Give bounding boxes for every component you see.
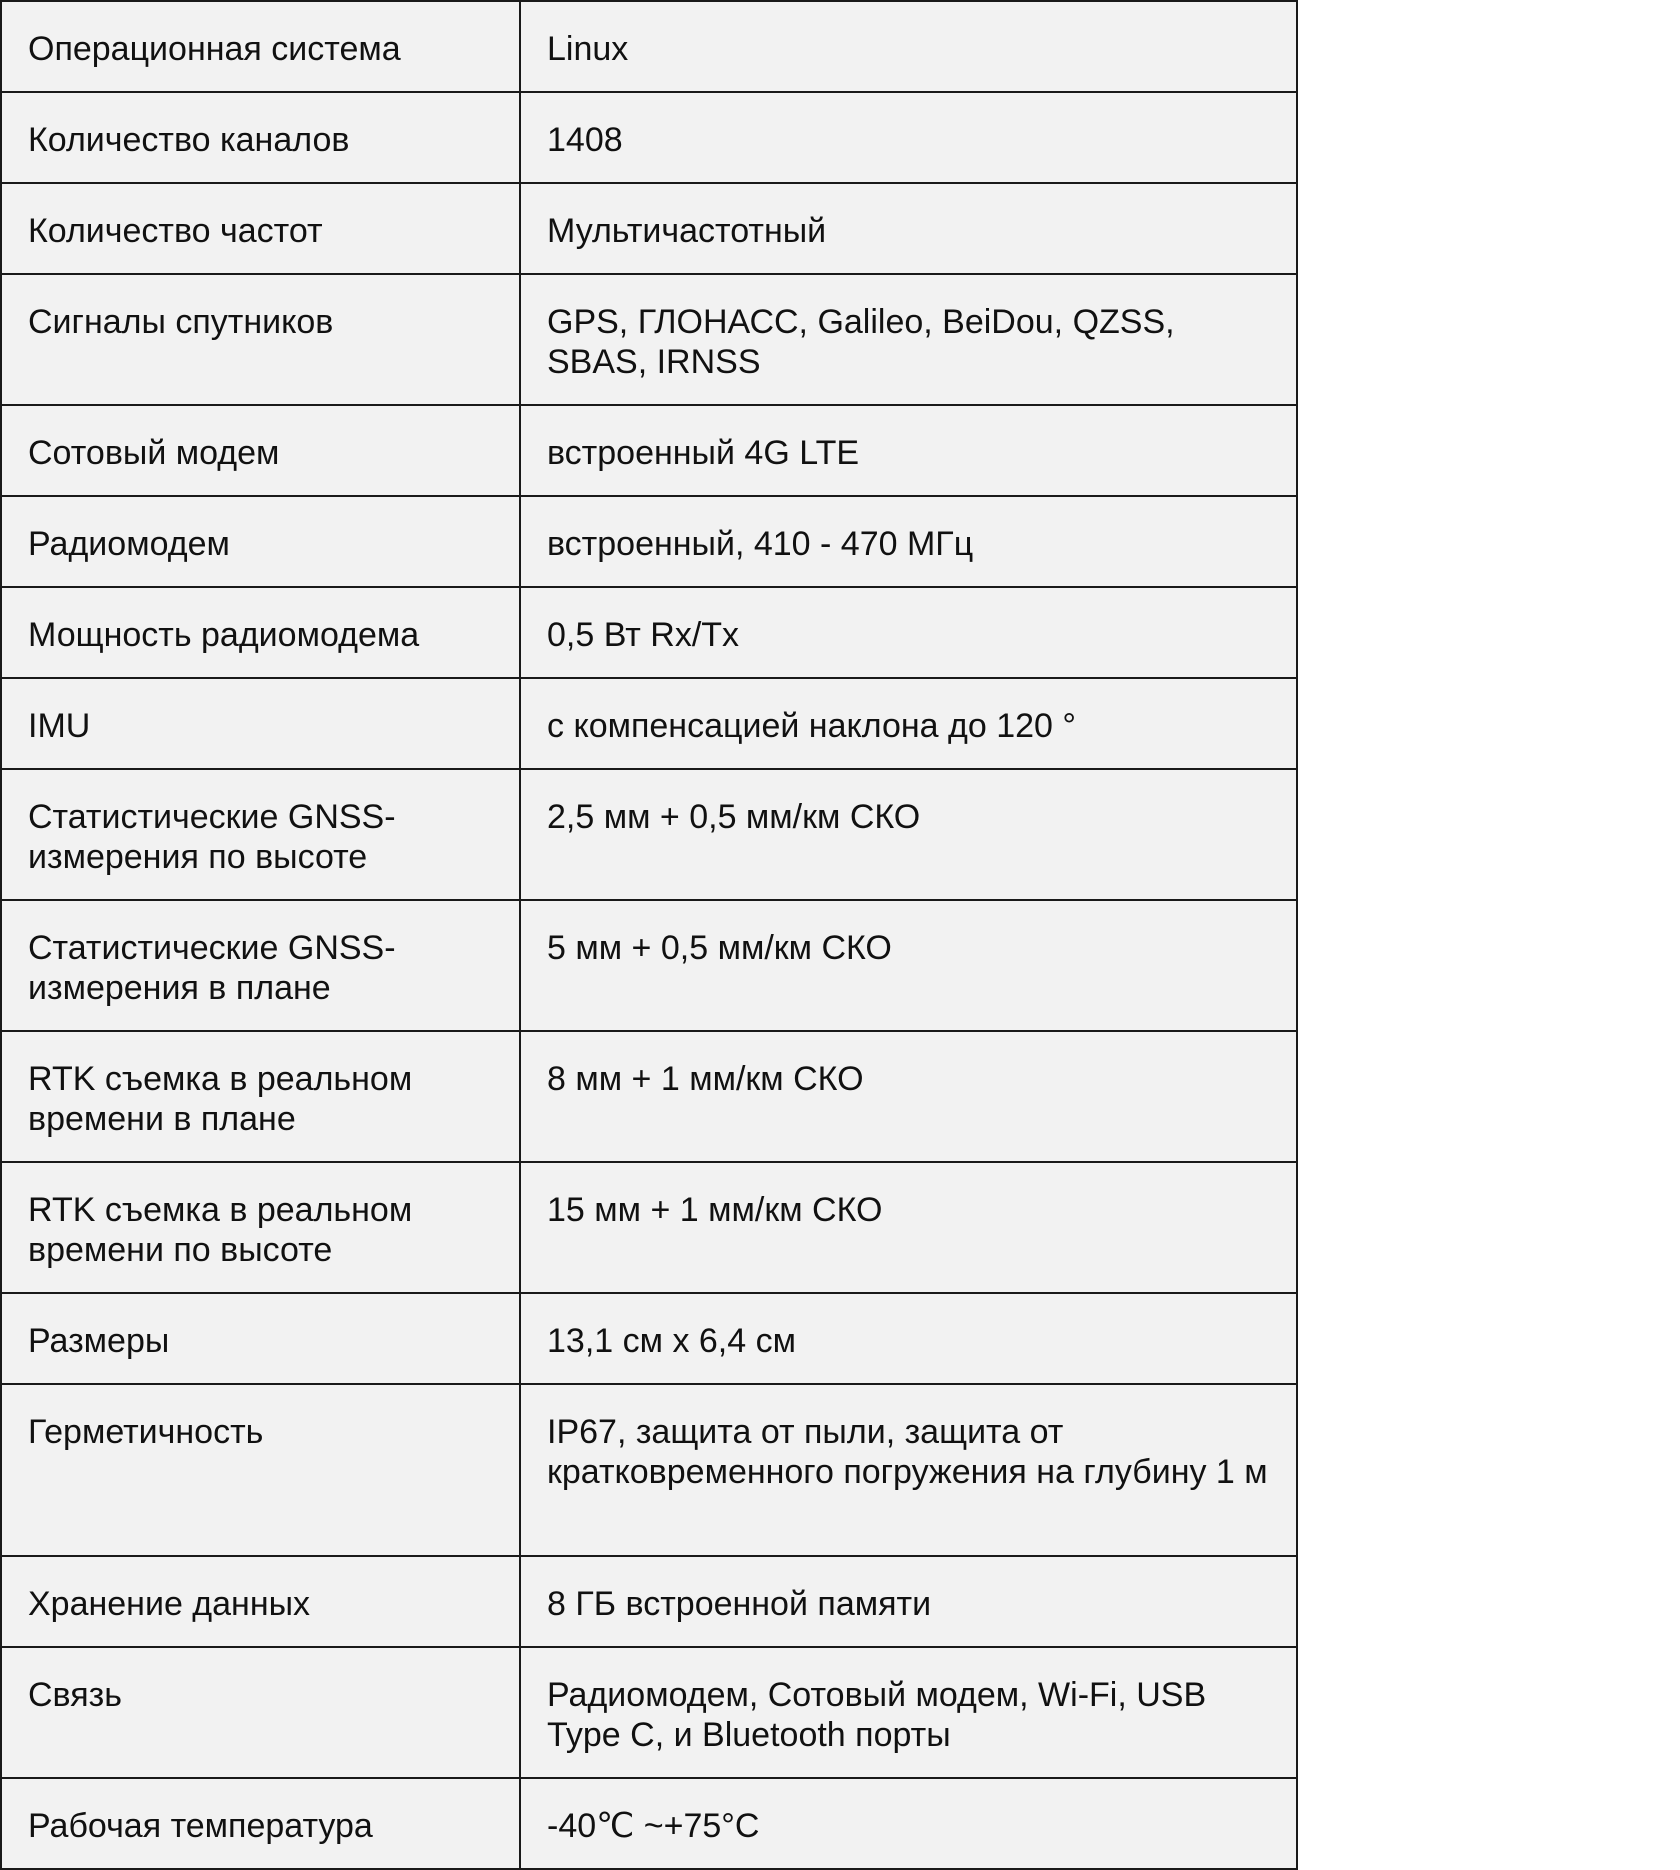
param-label: Статистические GNSS-измерения в плане bbox=[28, 929, 396, 1007]
param-label: Связь bbox=[28, 1676, 122, 1714]
value-cell bbox=[520, 1162, 1297, 1293]
param-label: Герметичность bbox=[28, 1413, 264, 1451]
value-cell bbox=[520, 900, 1297, 1031]
param-value: 13,1 см х 6,4 см bbox=[547, 1322, 796, 1360]
param-cell bbox=[1, 1293, 520, 1384]
param-value: 8 ГБ встроенной памяти bbox=[547, 1585, 932, 1623]
value-cell bbox=[520, 1556, 1297, 1647]
param-value: 1408 bbox=[547, 121, 623, 159]
value-cell bbox=[520, 183, 1297, 274]
param-label: RTK съемка в реальном времени по высоте bbox=[28, 1191, 413, 1269]
param-value: IP67, защита от пыли, защита от кратковременного погружения на глубину 1 м bbox=[547, 1413, 1268, 1491]
value-cell bbox=[520, 678, 1297, 769]
param-cell bbox=[1, 769, 520, 900]
value-cell bbox=[520, 1384, 1297, 1556]
table-row bbox=[1, 1556, 1297, 1647]
param-label: Рабочая температура bbox=[28, 1807, 373, 1845]
param-label: Сигналы спутников bbox=[28, 303, 334, 341]
table-row bbox=[1, 274, 1297, 405]
param-value: 5 мм + 0,5 мм/км СКО bbox=[547, 929, 892, 967]
param-cell bbox=[1, 587, 520, 678]
param-value: 2,5 мм + 0,5 мм/км СКО bbox=[547, 798, 921, 836]
value-cell bbox=[520, 92, 1297, 183]
table-row bbox=[1, 92, 1297, 183]
value-cell bbox=[520, 1, 1297, 92]
value-cell bbox=[520, 769, 1297, 900]
param-cell bbox=[1, 92, 520, 183]
param-cell bbox=[1, 183, 520, 274]
param-value: 15 мм + 1 мм/км СКО bbox=[547, 1191, 883, 1229]
param-label: Радиомодем bbox=[28, 525, 230, 563]
param-cell bbox=[1, 1, 520, 92]
param-cell bbox=[1, 678, 520, 769]
value-cell bbox=[520, 274, 1297, 405]
table-row bbox=[1, 1, 1297, 92]
table-row bbox=[1, 678, 1297, 769]
param-cell bbox=[1, 405, 520, 496]
value-cell bbox=[520, 1647, 1297, 1778]
table-row bbox=[1, 587, 1297, 678]
param-cell bbox=[1, 496, 520, 587]
param-value: Мультичастотный bbox=[547, 212, 827, 250]
value-cell bbox=[520, 405, 1297, 496]
param-value: встроенный 4G LTE bbox=[547, 434, 860, 472]
param-label: Сотовый модем bbox=[28, 434, 280, 472]
table-row bbox=[1, 769, 1297, 900]
param-label: Размеры bbox=[28, 1322, 170, 1360]
table-row bbox=[1, 183, 1297, 274]
param-value: встроенный, 410 - 470 МГц bbox=[547, 525, 974, 563]
value-cell bbox=[520, 587, 1297, 678]
table-row bbox=[1, 1293, 1297, 1384]
table-row bbox=[1, 496, 1297, 587]
param-cell bbox=[1, 900, 520, 1031]
param-label: Хранение данных bbox=[28, 1585, 311, 1623]
param-label: IMU bbox=[28, 707, 91, 745]
param-value: -40℃ ~+75°C bbox=[547, 1807, 760, 1845]
param-value: GPS, ГЛОНАСС, Galileo, BeiDou, QZSS, SBAS, IRNSS bbox=[547, 303, 1175, 381]
value-cell bbox=[520, 1031, 1297, 1162]
param-label: Количество каналов bbox=[28, 121, 350, 159]
param-cell bbox=[1, 1556, 520, 1647]
value-cell bbox=[520, 1778, 1297, 1869]
table-row bbox=[1, 1384, 1297, 1556]
param-cell bbox=[1, 1031, 520, 1162]
param-value: 0,5 Вт Rx/Tx bbox=[547, 616, 740, 654]
table-row bbox=[1, 1031, 1297, 1162]
table-row bbox=[1, 900, 1297, 1031]
table-row bbox=[1, 1162, 1297, 1293]
value-cell bbox=[520, 496, 1297, 587]
param-value: Радиомодем, Сотовый модем, Wi-Fi, USB Type C, и Bluetooth порты bbox=[547, 1676, 1207, 1754]
param-label: Статистические GNSS-измерения по высоте bbox=[28, 798, 396, 876]
table-row bbox=[1, 1647, 1297, 1778]
param-cell bbox=[1, 274, 520, 405]
param-cell bbox=[1, 1384, 520, 1556]
param-cell bbox=[1, 1647, 520, 1778]
param-cell bbox=[1, 1778, 520, 1869]
param-label: Мощность радиомодема bbox=[28, 616, 420, 654]
param-label: RTK съемка в реальном времени в плане bbox=[28, 1060, 413, 1138]
table-row bbox=[1, 1778, 1297, 1869]
param-value: Linux bbox=[547, 30, 629, 68]
value-cell bbox=[520, 1293, 1297, 1384]
param-value: 8 мм + 1 мм/км СКО bbox=[547, 1060, 864, 1098]
table-row bbox=[1, 405, 1297, 496]
param-value: с компенсацией наклона до 120 ° bbox=[547, 707, 1076, 745]
param-label: Количество частот bbox=[28, 212, 323, 250]
param-label: Операционная система bbox=[28, 30, 401, 68]
param-cell bbox=[1, 1162, 520, 1293]
